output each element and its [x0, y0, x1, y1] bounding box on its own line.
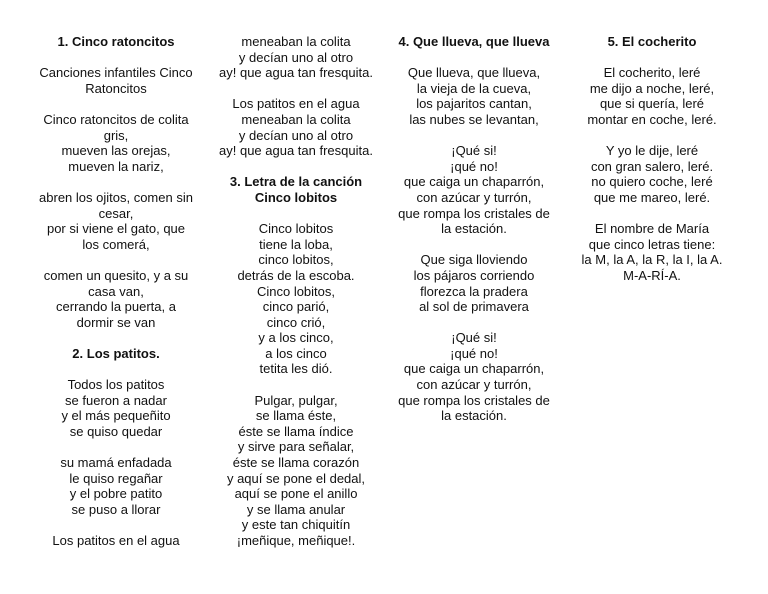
lyrics-paragraph: El cocherito, leré me dijo a noche, leré, que si quería, leré montar en coche, leré. [587, 65, 717, 127]
lyrics-paragraph: Todos los patitos se fueron a nadar y el más pequeñito se quiso quedar [61, 377, 171, 439]
lyrics-paragraph: Canciones infantiles Cinco Ratoncitos [39, 65, 193, 96]
lyrics-paragraph: El nombre de María que cinco letras tiene: la M, la A, la R, la I, la A. M-A-RÍ-A. [581, 221, 723, 283]
column-3 [388, 34, 560, 424]
song-heading: 1. Cinco ratoncitos [57, 34, 175, 49]
spacer [388, 237, 560, 253]
song-heading: 2. Los patitos. [72, 345, 160, 361]
column-2 [208, 34, 384, 549]
spacer [28, 517, 204, 533]
lyrics-paragraph: abren los ojitos, comen sin cesar, por si viene el gato, que los comerá, [39, 189, 193, 252]
spacer [388, 128, 560, 144]
lyrics-paragraph: ¡Qué si! ¡qué no! que caiga un chaparrón, con azúcar y turrón, que rompa los cristales de la estación. [398, 143, 550, 237]
spacer [28, 361, 204, 377]
lyrics-paragraph: Los patitos en el agua meneaban la colita y decían uno al otro ay! que agua tan fresquita. [219, 96, 373, 159]
lyrics-paragraph: Que llueva, que llueva, la vieja de la cueva, los pajaritos cantan, las nubes se levantan, [407, 65, 541, 127]
lyrics-paragraph: meneaban la colita y decían uno al otro ay! que agua tan fresquita. [219, 34, 373, 81]
lyrics-paragraph: ¡Qué si! ¡qué no! que caiga un chaparrón, con azúcar y turrón, que rompa los cristales de la estación. [398, 330, 550, 424]
spacer [208, 159, 384, 175]
spacer [388, 50, 560, 66]
lyrics-paragraph: Cinco lobitos tiene la loba, cinco lobitos, detrás de la escoba. Cinco lobitos, cinco parió, cinco crió, y a los cinco, a los cinco tetita les dió. [237, 221, 355, 377]
spacer [28, 330, 204, 346]
spacer [570, 128, 734, 144]
song-heading: 4. Que llueva, que llueva [398, 34, 550, 49]
spacer [570, 206, 734, 222]
lyrics-paragraph: Y yo le dije, leré con gran salero, leré. no quiero coche, leré que me mareo, leré. [590, 143, 714, 205]
spacer [28, 439, 204, 455]
song-heading: 5. El cocherito [607, 34, 697, 49]
lyrics-paragraph: Cinco ratoncitos de colita gris, mueven las orejas, mueven la nariz, [43, 111, 189, 174]
spacer [208, 206, 384, 222]
spacer [208, 81, 384, 97]
lyrics-paragraph: Los patitos en el agua [52, 533, 180, 548]
lyrics-paragraph: su mamá enfadada le quiso regañar y el pobre patito se puso a llorar [60, 455, 172, 517]
spacer [570, 50, 734, 66]
spacer [388, 315, 560, 331]
spacer [208, 377, 384, 393]
column-1 [28, 34, 204, 549]
spacer [28, 50, 204, 66]
song-heading: 3. Letra de la canción Cinco lobitos [229, 174, 363, 205]
spacer [28, 96, 204, 112]
column-4 [570, 34, 734, 284]
lyrics-paragraph: Que siga lloviendo los pájaros corriendo florezca la pradera al sol de primavera [413, 252, 535, 315]
spacer [28, 174, 204, 190]
spacer [28, 252, 204, 268]
lyrics-paragraph: comen un quesito, y a su casa van, cerrando la puerta, a dormir se van [43, 267, 189, 330]
lyrics-paragraph: Pulgar, pulgar, se llama éste, éste se llama índice y sirve para señalar, éste se llama corazón y aquí se pone el dedal, aquí se pone el anillo y se llama anular y este tan chiquitín ¡meñique, meñique!. [226, 392, 366, 548]
